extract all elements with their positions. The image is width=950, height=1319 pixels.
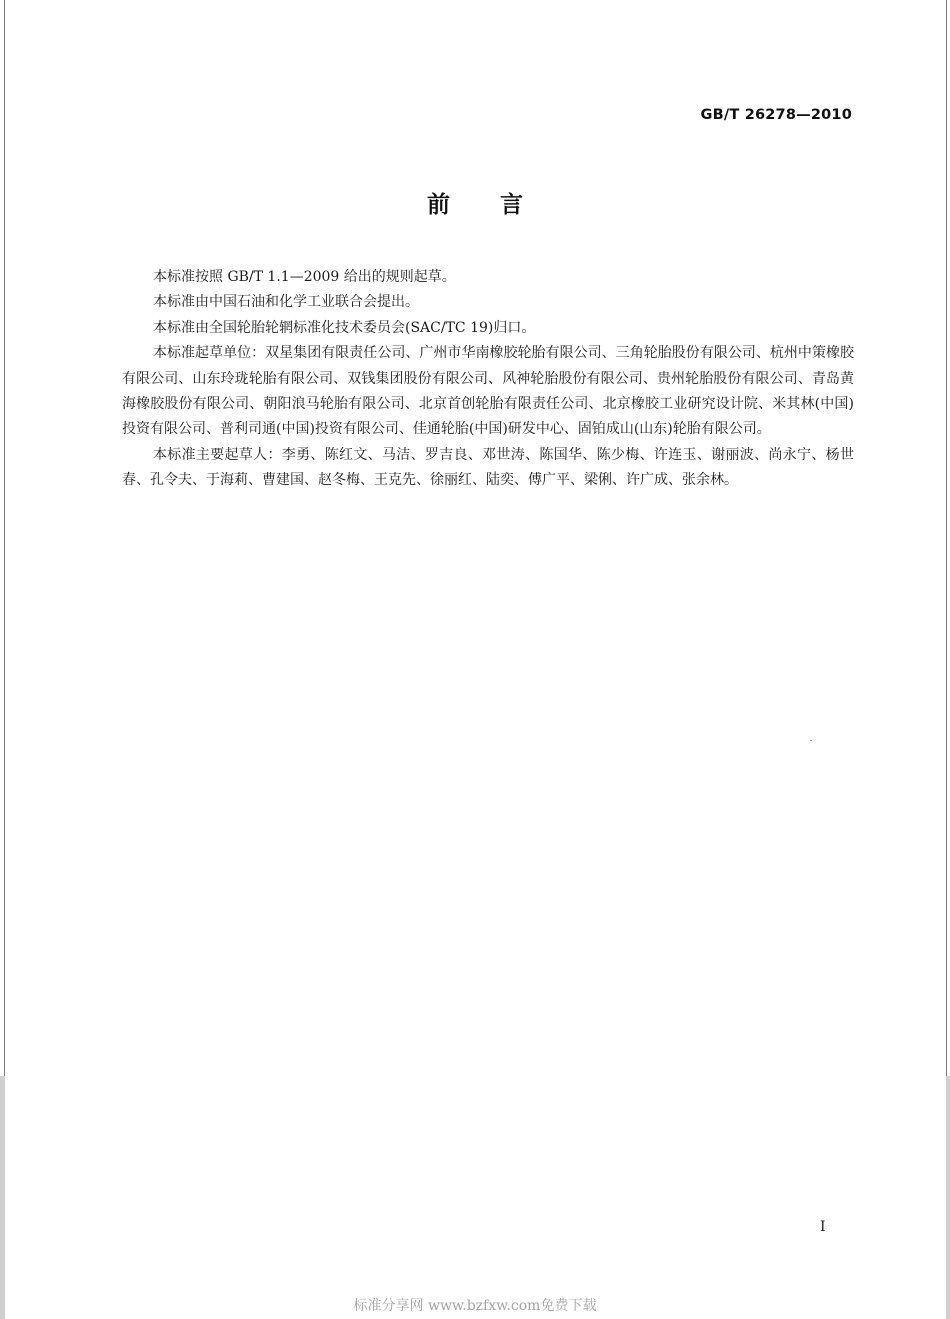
standard-code: GB/T 26278—2010 — [700, 107, 852, 123]
scan-speck — [810, 740, 812, 741]
page-right-edge — [946, 0, 947, 1078]
foreword-body — [122, 265, 854, 494]
paragraph-drafters: 本标准主要起草人：李勇、陈红文、马洁、罗吉良、邓世涛、陈国华、陈少梅、许连玉、谢丽波、尚永宁、杨世春、孔令夫、于海莉、曹建国、赵冬梅、王克先、徐丽红、陆奕、傅广平、梁俐、许广成、张余林。 — [122, 446, 854, 489]
page-title: 前言 — [427, 192, 573, 218]
page-number: I — [820, 1219, 826, 1235]
paragraph-committee: 本标准由全国轮胎轮辋标准化技术委员会(SAC/TC 19)归口。 — [153, 319, 536, 336]
paragraph-proposer: 本标准由中国石油和化学工业联合会提出。 — [153, 294, 419, 311]
paragraph-drafting-units: 本标准起草单位：双星集团有限责任公司、广州市华南橡胶轮胎有限公司、三角轮胎股份有限公司、杭州中策橡胶有限公司、山东玲珑轮胎有限公司、双钱集团股份有限公司、风神轮胎股份有限公司、贵州轮胎股份有限公司、青岛黄海橡胶股份有限公司、朝阳浪马轮胎有限公司、北京首创轮胎有限责任公司、北京橡胶工业研究设计院、米其林(中国)投资有限公司、普利司通(中国)投资有限公司、佳通轮胎(中国)研发中心、固铂成山(山东)轮胎有限公司。 — [122, 345, 854, 438]
viewer-margin-right — [946, 1076, 950, 1319]
viewer-margin-left — [0, 1076, 5, 1319]
watermark-text: 标准分享网 www.bzfxw.com免费下载 — [353, 1298, 597, 1314]
paragraph-drafting-rules: 本标准按照 GB/T 1.1—2009 给出的规则起草。 — [153, 269, 456, 285]
